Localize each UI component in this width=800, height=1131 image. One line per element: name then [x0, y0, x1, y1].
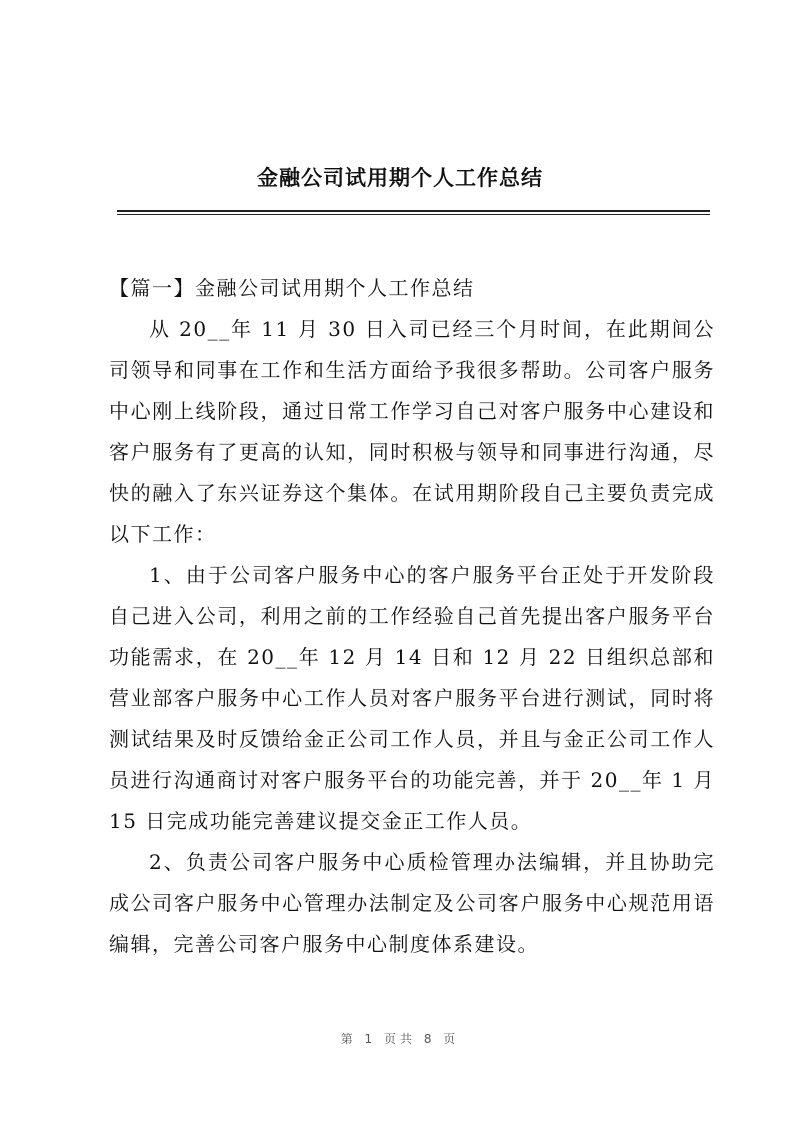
- paragraph-item-1: 1、由于公司客户服务中心的客户服务平台正处于开发阶段自己进入公司，利用之前的工作经验自己首先提出客户服务平台功能需求，在 20__年 12 月 14 日和 12 月 22 日组织总部和营业部客户服务中心工作人员对客户服务平台进行测试，同时将测试结果及时反馈给金正公司工作人员，并且与金正公司工作人员进行沟通商讨对客户服务平台的功能完善，并于 20__年 1 月 15 日完成功能完善建议提交金正工作人员。: [109, 563, 715, 833]
- title-divider: [117, 210, 710, 212]
- title-divider-thin: [117, 214, 710, 215]
- document-body: [109, 268, 715, 965]
- paragraph-item-2: 2、负责公司客户服务中心质检管理办法编辑，并且协助完成公司客户服务中心管理办法制定及公司客户服务中心规范用语编辑，完善公司客户服务中心制度体系建设。: [109, 850, 715, 956]
- document-title: 金融公司试用期个人工作总结: [257, 166, 543, 190]
- page-number-footer: 第 1 页共 8 页: [340, 1032, 460, 1046]
- section-heading: 【篇一】金融公司试用期个人工作总结: [109, 276, 475, 300]
- paragraph-intro: 从 20__年 11 月 30 日入司已经三个月时间，在此期间公司领导和同事在工作和生活方面给予我很多帮助。公司客户服务中心刚上线阶段，通过日常工作学习自己对客户服务中心建设和客户服务有了更高的认知，同时积极与领导和同事进行沟通，尽快的融入了东兴证券这个集体。在试用期阶段自己主要负责完成以下工作：: [109, 317, 715, 546]
